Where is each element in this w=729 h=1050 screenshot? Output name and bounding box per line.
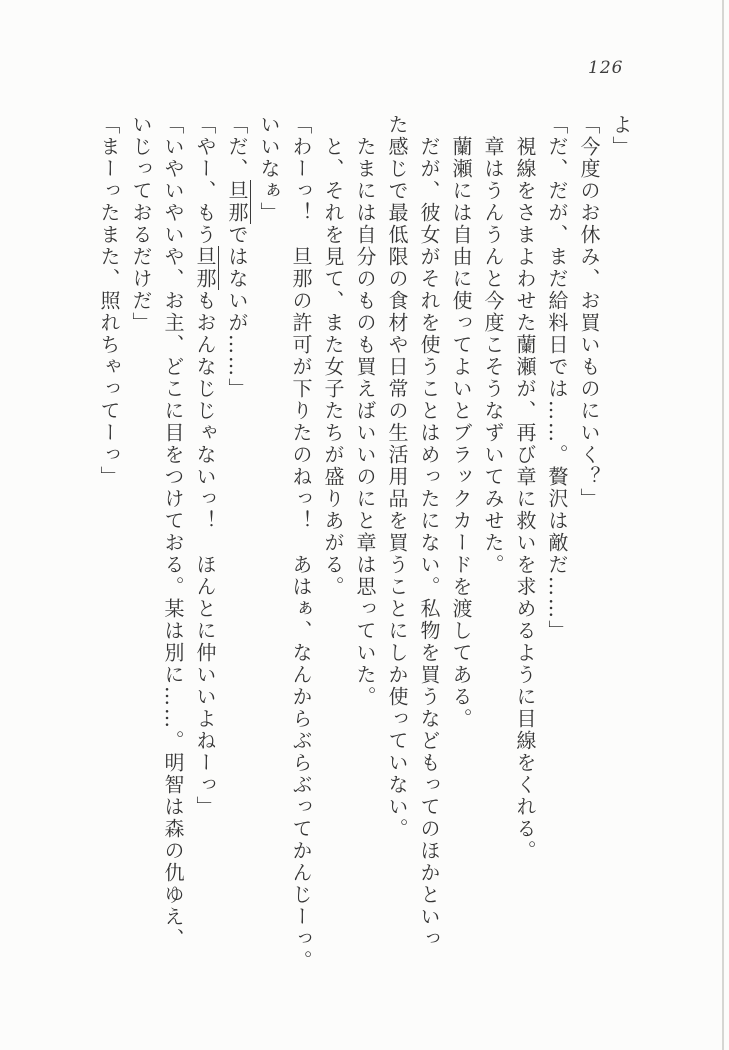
text-line: 「だ、だが、まだ給料日では……。贅沢は敵だ……」 [545, 114, 569, 642]
emphasized-word: 旦那 [225, 180, 249, 224]
text-line: 章はうんうんと今度こそうなずいてみせた。 [481, 114, 505, 576]
text-line: 「だ、旦那ではないが……」 [225, 114, 249, 400]
text-block [93, 114, 637, 999]
page-edge-line [722, 0, 724, 1050]
text-line: だが、彼女がそれを使うことはめったにない。私物を買うなどもってのほかといっ [417, 114, 441, 950]
text-line: 蘭瀬には自由に使ってよいとブラックカードを渡してある。 [449, 114, 473, 730]
text-line: いいなぁ」 [257, 114, 281, 224]
text-line: 「まーったまた、照れちゃってーっ」 [97, 114, 121, 488]
text-line: たまには自分のものも買えばいいのにと章は思っていた。 [353, 114, 377, 708]
text-line: と、それを見て、また女子たちが盛りあがる。 [321, 114, 345, 598]
text-line: 「今度のお休み、お買いものにいく？」 [577, 114, 601, 510]
text-line: 「やー、もう旦那もおんなじじゃないっ！ ほんとに仲いいよねーっ」 [193, 114, 217, 818]
emphasized-word: 旦那 [193, 246, 217, 290]
text-line: 「いやいやいや、お主、どこに目をつけておる。某は別に……。明智は森の仇ゆえ、 [161, 114, 185, 950]
page-number: 126 [588, 58, 624, 78]
text-line: よ」 [609, 114, 633, 158]
text-line: 視線をさまよわせた蘭瀬が、再び章に救いを求めるように目線をくれる。 [513, 114, 537, 862]
text-line: いじっておるだけだ」 [129, 114, 153, 334]
text-line: た感じで最低限の食材や日常の生活用品を買うことにしか使っていない。 [385, 114, 409, 840]
text-line: 「わーっ！ 旦那の許可が下りたのねっ！ あはぁ、なんからぶらぶってかんじーっ。 [289, 114, 313, 972]
